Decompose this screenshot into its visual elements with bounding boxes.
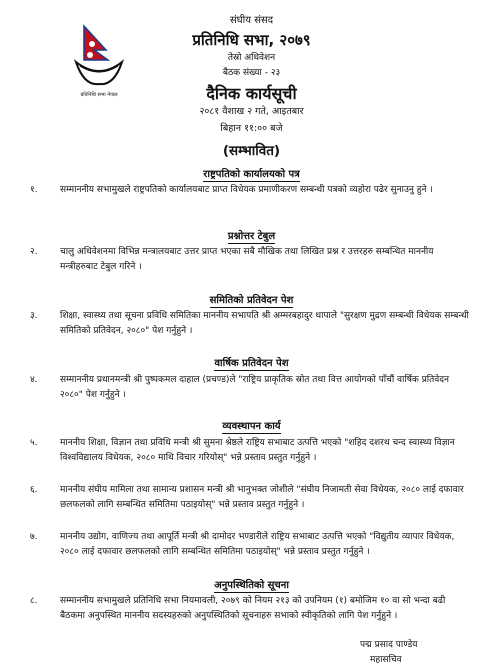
agenda-item (30, 594, 470, 624)
item-text: सम्माननीय प्रधानमन्त्री श्री पुष्पकमल दाहाल (प्रचण्ड)ले "राष्ट्रिय प्राकृतिक स्रोत तथा वित्त आयोगको पाँचौं वार्षिक प्रतिवेदन २०८०" पेश गर्नुहुने । (60, 375, 450, 400)
section-heading: अनुपस्थितिको सूचना (214, 580, 289, 591)
meeting-number: बैठक संख्या - २३ (222, 68, 281, 78)
meeting-date: २०८१ वैशाख २ गते, आइतबार (199, 106, 304, 117)
agenda-item (30, 309, 470, 339)
signatory-name: पद्म प्रसाद पाण्डेय (360, 640, 418, 650)
item-text: चालु अधिवेशनमा विभिन्न मन्त्रालयबाट उत्तर प्राप्त भएका सबै मौखिक तथा लिखित प्रश्न र उत्तरहरु सम्बन्धित माननीय मन्त्रीहरुबाट टेबुल गरिने । (60, 247, 434, 272)
section-heading: प्रश्नोत्तर टेबुल (227, 231, 276, 242)
meeting-time: बिहान ११:०० बजे (220, 123, 283, 134)
agenda-item (30, 373, 470, 403)
item-number: ४. (30, 375, 38, 385)
tentative-label: (सम्भावित) (222, 143, 281, 159)
agenda-item (30, 530, 470, 560)
section-heading: राष्ट्रपतिको कार्यालयको पत्र (203, 169, 300, 180)
section-heading: वार्षिक प्रतिवेदन पेश (214, 358, 289, 369)
document-title: दैनिक कार्यसूची (206, 84, 297, 103)
agenda-item (30, 245, 470, 275)
item-number: २. (30, 247, 38, 257)
item-number: ५. (30, 438, 38, 448)
agenda-item (30, 436, 470, 466)
item-text: माननीय शिक्षा, विज्ञान तथा प्रविधि मन्त्री श्री सुमना श्रेष्ठले राष्ट्रिय सभाबाट उत्पत्ति भएको "शहिद दशरथ चन्द स्वास्थ्य विज्ञान विश्वविद्यालय विधेयक, २०८० माथि विचार गरियोस्" भन्ने प्रस्ताव प्रस्तुत गर्नुहुने । (60, 438, 455, 463)
signatory-designation: महासचिव (370, 655, 402, 665)
section-heading: समितिको प्रतिवेदन पेश (209, 295, 294, 306)
item-text: सम्माननीय सभामुखले राष्ट्रपतिको कार्यालयबाट प्राप्त विधेयक प्रमाणीकरण सम्बन्धी पत्रको व्यहोरा पढेर सुनाउनु हुने । (60, 185, 433, 195)
section-heading: व्यवस्थापन कार्य (222, 421, 281, 432)
parliament-name: संघीय संसद (229, 15, 274, 26)
agenda-item (30, 183, 470, 198)
agenda-item (30, 483, 470, 513)
item-text: माननीय उद्योग, वाणिज्य तथा आपूर्ति मन्त्री श्री दामोदर भण्डारीले राष्ट्रिय सभाबाट उत्पत्ति भएको "विद्युतीय व्यापार विधेयक, २०८० लाई दफावार छलफलको लागि सम्बन्धित समितिमा पठाइयोस्" भन्ने प्रस्ताव प्रस्तुत गर्नुहुने । (60, 532, 455, 557)
emblem-caption: प्रतिनिधि सभा नेपाल (80, 92, 118, 98)
item-number: ८. (30, 596, 38, 606)
item-text: सम्माननीय सभामुखले प्रतिनिधि सभा नियमावली, २०७९ को नियम २१३ को उपनियम (१) बमोजिम १० वा सो भन्दा बढी बैठकमा अनुपस्थित माननीय सदस्यहरुको अनुपस्थितिको सूचनाहरु सभाको स्वीकृतिको लागि पेश गर्नुहुने । (60, 596, 446, 621)
item-number: ७. (30, 532, 38, 542)
item-number: ६. (30, 485, 38, 495)
item-number: १. (30, 185, 38, 195)
item-number: ३. (30, 311, 38, 321)
session-label: तेस्रो अधिवेशन (227, 53, 276, 63)
item-text: माननीय संघीय मामिला तथा सामान्य प्रशासन मन्त्री श्री भानुभक्त जोशीले "संघीय निजामती सेवा विधेयक, २०८० लाई दफावार छलफलको लागि सम्बन्धित समितिमा पठाइयोस्" भन्ने प्रस्ताव प्रस्तुत गर्नुहुने । (60, 485, 464, 510)
item-text: शिक्षा, स्वास्थ्य तथा सूचना प्रविधि समितिका माननीय सभापति श्री अम्मरबहादुर थापाले "सुरक्षण मुद्रण सम्बन्धी विधेयक सम्बन्धी समितिको प्रतिवेदन, २०८०" पेश गर्नुहुने । (60, 311, 469, 336)
house-title: प्रतिनिधि सभा, २०७९ (192, 31, 311, 49)
